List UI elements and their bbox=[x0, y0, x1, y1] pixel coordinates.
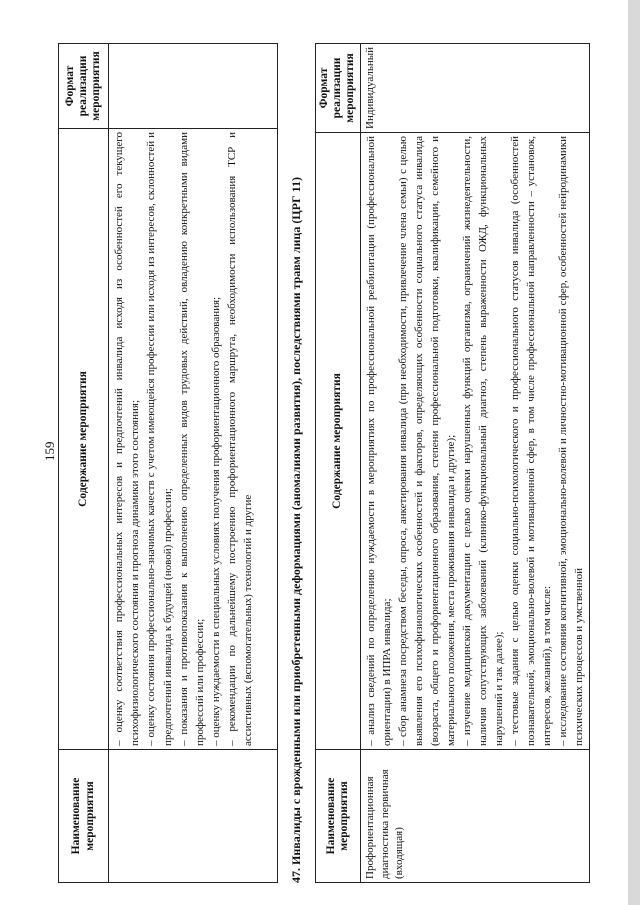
content-paragraph: – рекомендации по дальнейшему построению профориентационного маршрута, необходимости использования ТСР и ассистивных (вспомогательных) технологий и другие bbox=[225, 132, 254, 746]
cell-content bbox=[360, 133, 590, 750]
page-number: 159 bbox=[42, 441, 57, 461]
cell-name bbox=[109, 750, 278, 883]
table-header-row bbox=[59, 44, 109, 883]
table-row bbox=[109, 44, 278, 883]
content-paragraph: – показания и противопоказания к выполнению определенных видов трудовых действий, овладению конкретными видами профессий или профессии; bbox=[177, 132, 206, 746]
content-paragraph: – оценку соответствия профессиональных интересов и предпочтений инвалида исходя из особенностей его текущего психофизиологического состояния и прогноза динамики этого состояния; bbox=[113, 132, 142, 746]
content-paragraph: – исследование состояния когнитивной, эмоционально-волевой и личностно-мотивационной сфер, особенностей нейродинамики психических процессов и умственной bbox=[557, 136, 586, 746]
header-name: Наименование мероприятия bbox=[316, 750, 361, 883]
content-paragraph: – тестовые задания с целью оценки социально-психологического и профессионального статусов инвалида (особенностей познавательной, эмоционально-волевой и мотивационной сфер, в том числе профессиональной направленности – установок, интересов, желаний), в том числе: bbox=[509, 136, 554, 746]
header-content: Содержание мероприятия bbox=[59, 129, 109, 750]
content-paragraph: – изучение медицинской документации с целью оценки нарушенных функций организма, ограничений жизнедеятельности, наличия сопутствующих заболеваний (клинико-функциональный диагноз, степень выраженности ОЖД, функциональных нарушений и так далее); bbox=[460, 136, 506, 746]
cell-format: Индивидуальный bbox=[360, 44, 590, 133]
content-paragraph: – анализ сведений по определению нуждаемости в мероприятиях по профессиональной реабилитации (профессиональной ориентации) в ИПРА инвалида; bbox=[364, 136, 393, 746]
header-format: Формат реализации мероприятия bbox=[316, 44, 361, 133]
cell-content bbox=[109, 129, 278, 750]
cell-format bbox=[109, 44, 278, 129]
content-paragraph: – оценку состояния профессионально-значимых качеств с учетом имеющейся профессии или исходя из интересов, склонностей и предпочтений инвалида к будущей (новой) профессии; bbox=[145, 132, 174, 746]
content-paragraph: – оценку нуждаемости в специальных условиях получения профориентационного образования; bbox=[209, 296, 222, 746]
table-section-47 bbox=[315, 43, 590, 883]
cell-name: Профориентационная диагностика первичная (входящая) bbox=[360, 750, 590, 883]
table-row bbox=[360, 44, 590, 883]
content-paragraph: – сбор анамнеза посредством беседы, опроса, анкетирования инвалида (при необходимости, привлечение члена семьи) с целью выявления его психофизиологических особенностей и факторов, определяющих особенности социального статуса инвалида (возраста, общего и профориентационного образования, степени профессиональной подготовки, квалификации, семейного и материального положения, места проживания инвалида и другие); bbox=[396, 136, 457, 746]
header-format: Формат реализации мероприятия bbox=[59, 44, 109, 129]
header-name: Наименование мероприятия bbox=[59, 750, 109, 883]
header-content: Содержание мероприятия bbox=[316, 133, 361, 750]
table-continued bbox=[58, 43, 278, 883]
section-title: 47. Инвалиды с врожденными или приобретенными деформациями (аномалиями развития), последствиями травм лица (ЦРГ 11) bbox=[289, 177, 303, 883]
table-header-row bbox=[316, 44, 361, 883]
